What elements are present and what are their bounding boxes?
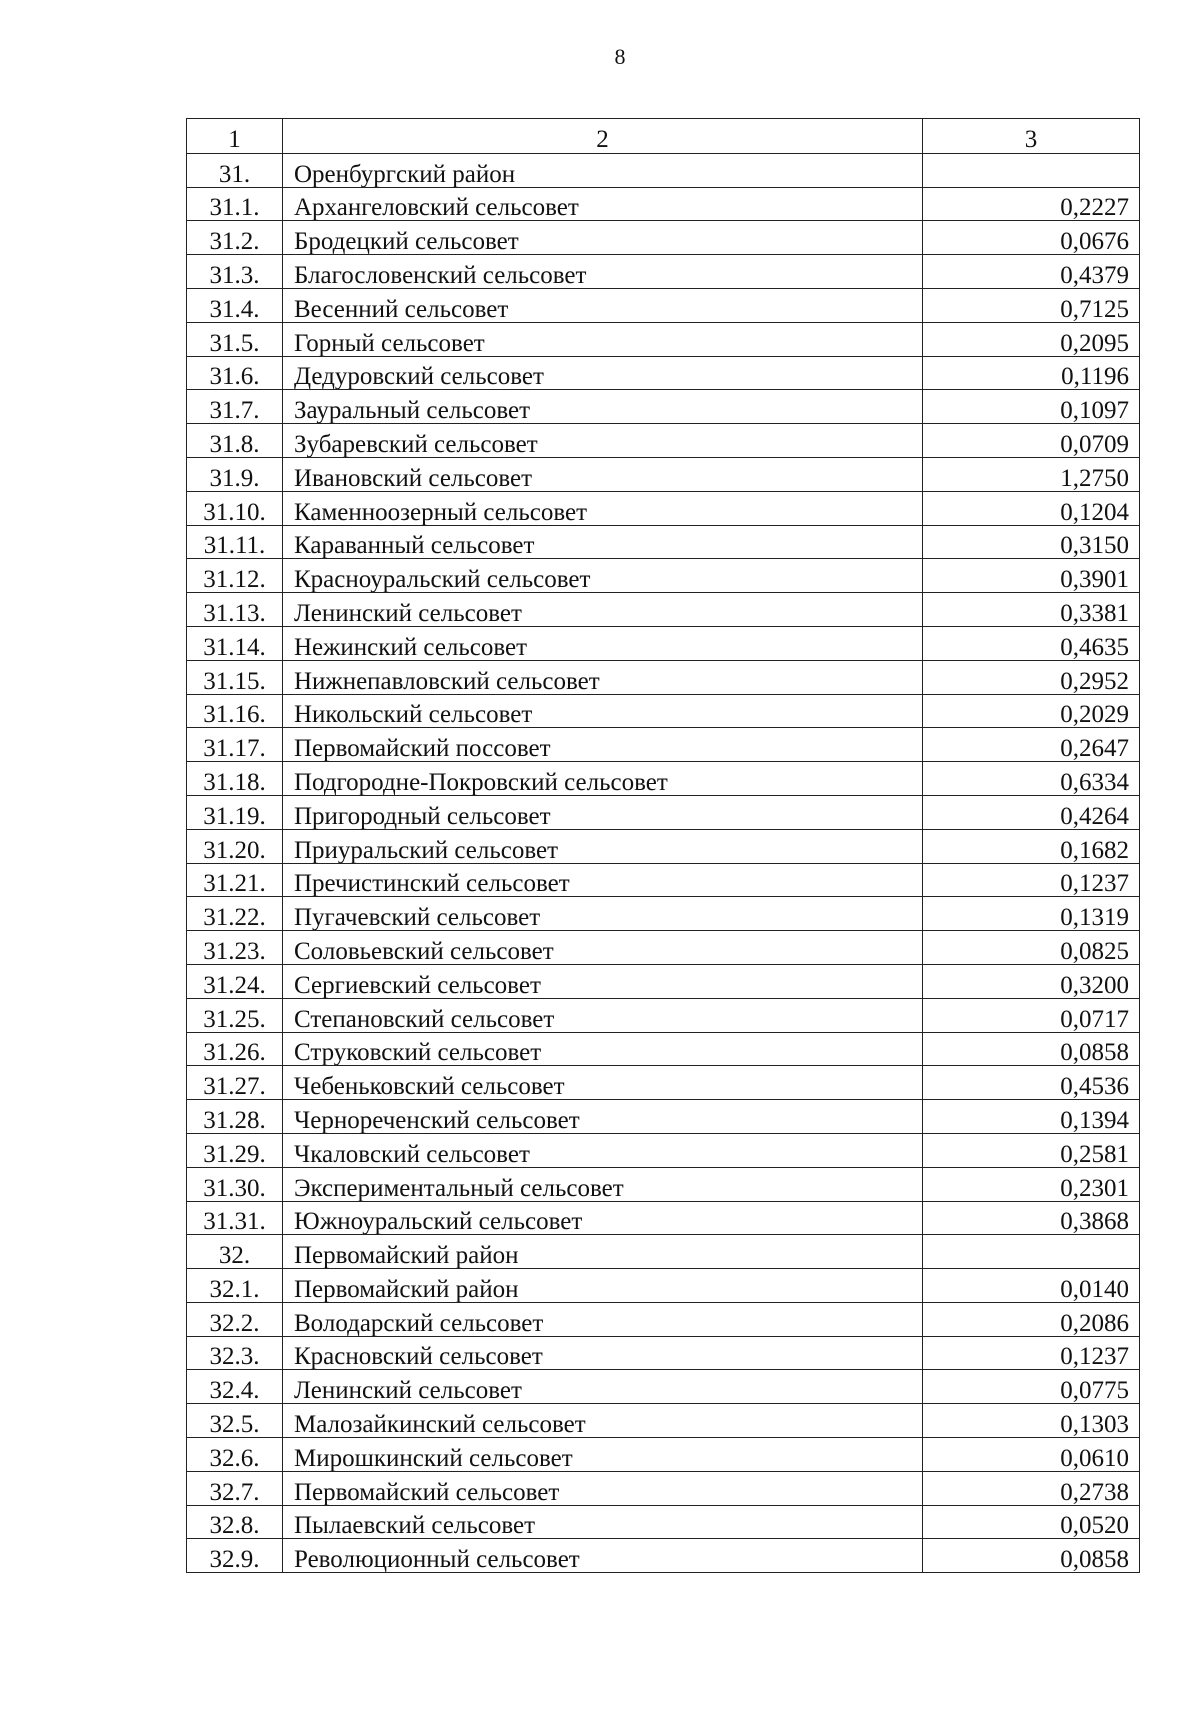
row-name-cell: Чкаловский сельсовет xyxy=(283,1133,923,1167)
row-name-cell: Красноуральский сельсовет xyxy=(283,559,923,593)
row-value-cell: 0,0825 xyxy=(923,931,1140,965)
row-number-cell: 31.30. xyxy=(187,1167,283,1201)
row-number-cell: 32.4. xyxy=(187,1370,283,1404)
row-name-cell: Соловьевский сельсовет xyxy=(283,931,923,965)
table-row xyxy=(187,626,1140,660)
row-number-cell: 31.9. xyxy=(187,457,283,491)
row-value-cell: 0,2086 xyxy=(923,1302,1140,1336)
table-row xyxy=(187,897,1140,931)
table-row xyxy=(187,795,1140,829)
row-number-cell: 31.7. xyxy=(187,390,283,424)
table-row xyxy=(187,390,1140,424)
row-number-cell: 31.14. xyxy=(187,626,283,660)
table-row xyxy=(187,153,1140,187)
row-value-cell: 0,3901 xyxy=(923,559,1140,593)
row-value-cell: 0,1204 xyxy=(923,491,1140,525)
table-row xyxy=(187,1438,1140,1472)
row-number-cell: 31.28. xyxy=(187,1100,283,1134)
row-number-cell: 32.6. xyxy=(187,1438,283,1472)
row-value-cell: 0,4379 xyxy=(923,255,1140,289)
table-row xyxy=(187,187,1140,221)
row-name-cell: Ленинский сельсовет xyxy=(283,1370,923,1404)
row-value-cell: 0,3150 xyxy=(923,525,1140,559)
row-number-cell: 31.31. xyxy=(187,1201,283,1235)
row-value-cell: 0,2301 xyxy=(923,1167,1140,1201)
row-name-cell: Оренбургский район xyxy=(283,153,923,187)
row-number-cell: 31.13. xyxy=(187,593,283,627)
row-value-cell xyxy=(923,1235,1140,1269)
row-name-cell: Экспериментальный сельсовет xyxy=(283,1167,923,1201)
table-row xyxy=(187,424,1140,458)
row-value-cell: 0,0709 xyxy=(923,424,1140,458)
row-number-cell: 32.7. xyxy=(187,1471,283,1505)
row-number-cell: 31.29. xyxy=(187,1133,283,1167)
row-value-cell: 0,2647 xyxy=(923,728,1140,762)
row-number-cell: 31.23. xyxy=(187,931,283,965)
row-name-cell: Красновский сельсовет xyxy=(283,1336,923,1370)
column-header-value: 3 xyxy=(923,119,1140,154)
table-row xyxy=(187,863,1140,897)
allocation-table xyxy=(186,118,1140,1573)
table-row xyxy=(187,288,1140,322)
row-number-cell: 31.27. xyxy=(187,1066,283,1100)
row-name-cell: Пречистинский сельсовет xyxy=(283,863,923,897)
row-name-cell: Зауральный сельсовет xyxy=(283,390,923,424)
table-row xyxy=(187,1302,1140,1336)
table-row xyxy=(187,221,1140,255)
row-value-cell: 0,2227 xyxy=(923,187,1140,221)
table-header-row xyxy=(187,119,1140,154)
row-number-cell: 31.20. xyxy=(187,829,283,863)
row-number-cell: 31.22. xyxy=(187,897,283,931)
row-name-cell: Весенний сельсовет xyxy=(283,288,923,322)
row-value-cell: 0,2738 xyxy=(923,1471,1140,1505)
row-number-cell: 31.17. xyxy=(187,728,283,762)
row-value-cell: 0,0140 xyxy=(923,1269,1140,1303)
row-name-cell: Горный сельсовет xyxy=(283,322,923,356)
row-number-cell: 31.15. xyxy=(187,660,283,694)
table-row xyxy=(187,1505,1140,1539)
row-name-cell: Революционный сельсовет xyxy=(283,1539,923,1573)
row-value-cell: 0,2952 xyxy=(923,660,1140,694)
table-row xyxy=(187,255,1140,289)
row-value-cell: 0,4635 xyxy=(923,626,1140,660)
row-name-cell: Чернореченский сельсовет xyxy=(283,1100,923,1134)
row-number-cell: 31.25. xyxy=(187,998,283,1032)
row-value-cell: 0,4536 xyxy=(923,1066,1140,1100)
table-row xyxy=(187,998,1140,1032)
row-value-cell: 0,3868 xyxy=(923,1201,1140,1235)
row-number-cell: 31.5. xyxy=(187,322,283,356)
row-number-cell: 31.12. xyxy=(187,559,283,593)
row-value-cell: 0,0717 xyxy=(923,998,1140,1032)
row-number-cell: 31.21. xyxy=(187,863,283,897)
row-name-cell: Южноуральский сельсовет xyxy=(283,1201,923,1235)
table-body xyxy=(187,153,1140,1572)
row-number-cell: 31.16. xyxy=(187,694,283,728)
table-row xyxy=(187,1032,1140,1066)
row-name-cell: Архангеловский сельсовет xyxy=(283,187,923,221)
table-row xyxy=(187,457,1140,491)
row-name-cell: Дедуровский сельсовет xyxy=(283,356,923,390)
table-row xyxy=(187,829,1140,863)
row-value-cell: 0,1303 xyxy=(923,1404,1140,1438)
row-name-cell: Первомайский поссовет xyxy=(283,728,923,762)
table-row xyxy=(187,1201,1140,1235)
row-value-cell: 0,0520 xyxy=(923,1505,1140,1539)
row-value-cell: 0,1394 xyxy=(923,1100,1140,1134)
table-row xyxy=(187,1404,1140,1438)
row-name-cell: Приуральский сельсовет xyxy=(283,829,923,863)
row-name-cell: Пригородный сельсовет xyxy=(283,795,923,829)
row-number-cell: 31.24. xyxy=(187,964,283,998)
row-number-cell: 31.4. xyxy=(187,288,283,322)
row-number-cell: 32.2. xyxy=(187,1302,283,1336)
row-number-cell: 32.3. xyxy=(187,1336,283,1370)
table-row xyxy=(187,694,1140,728)
row-number-cell: 32.8. xyxy=(187,1505,283,1539)
row-number-cell: 31.19. xyxy=(187,795,283,829)
table-row xyxy=(187,1370,1140,1404)
row-name-cell: Каменноозерный сельсовет xyxy=(283,491,923,525)
row-value-cell: 0,1237 xyxy=(923,1336,1140,1370)
row-name-cell: Сергиевский сельсовет xyxy=(283,964,923,998)
row-value-cell: 1,2750 xyxy=(923,457,1140,491)
row-name-cell: Мирошкинский сельсовет xyxy=(283,1438,923,1472)
row-name-cell: Первомайский район xyxy=(283,1235,923,1269)
row-number-cell: 32. xyxy=(187,1235,283,1269)
row-name-cell: Нижнепавловский сельсовет xyxy=(283,660,923,694)
table-row xyxy=(187,491,1140,525)
row-value-cell xyxy=(923,153,1140,187)
row-value-cell: 0,1319 xyxy=(923,897,1140,931)
row-name-cell: Струковский сельсовет xyxy=(283,1032,923,1066)
row-value-cell: 0,2581 xyxy=(923,1133,1140,1167)
row-value-cell: 0,1097 xyxy=(923,390,1140,424)
row-number-cell: 32.1. xyxy=(187,1269,283,1303)
row-number-cell: 32.5. xyxy=(187,1404,283,1438)
table-row xyxy=(187,593,1140,627)
row-name-cell: Володарский сельсовет xyxy=(283,1302,923,1336)
row-value-cell: 0,2095 xyxy=(923,322,1140,356)
row-value-cell: 0,4264 xyxy=(923,795,1140,829)
table-row xyxy=(187,1100,1140,1134)
row-value-cell: 0,0676 xyxy=(923,221,1140,255)
row-name-cell: Подгородне-Покровский сельсовет xyxy=(283,762,923,796)
row-number-cell: 32.9. xyxy=(187,1539,283,1573)
row-value-cell: 0,0858 xyxy=(923,1539,1140,1573)
row-number-cell: 31.2. xyxy=(187,221,283,255)
table-row xyxy=(187,931,1140,965)
table-row xyxy=(187,660,1140,694)
row-name-cell: Бродецкий сельсовет xyxy=(283,221,923,255)
table-row xyxy=(187,964,1140,998)
row-name-cell: Зубаревский сельсовет xyxy=(283,424,923,458)
row-name-cell: Никольский сельсовет xyxy=(283,694,923,728)
row-number-cell: 31.3. xyxy=(187,255,283,289)
table-row xyxy=(187,1539,1140,1573)
row-value-cell: 0,0775 xyxy=(923,1370,1140,1404)
table-row xyxy=(187,525,1140,559)
row-number-cell: 31.10. xyxy=(187,491,283,525)
row-value-cell: 0,0610 xyxy=(923,1438,1140,1472)
table-row xyxy=(187,322,1140,356)
row-name-cell: Малозайкинский сельсовет xyxy=(283,1404,923,1438)
row-name-cell: Первомайский сельсовет xyxy=(283,1471,923,1505)
row-number-cell: 31.6. xyxy=(187,356,283,390)
row-number-cell: 31.1. xyxy=(187,187,283,221)
row-name-cell: Чебеньковский сельсовет xyxy=(283,1066,923,1100)
row-name-cell: Ленинский сельсовет xyxy=(283,593,923,627)
row-value-cell: 0,3200 xyxy=(923,964,1140,998)
table-row xyxy=(187,1471,1140,1505)
row-name-cell: Ивановский сельсовет xyxy=(283,457,923,491)
row-value-cell: 0,7125 xyxy=(923,288,1140,322)
row-number-cell: 31.26. xyxy=(187,1032,283,1066)
row-value-cell: 0,6334 xyxy=(923,762,1140,796)
row-number-cell: 31.8. xyxy=(187,424,283,458)
table-row xyxy=(187,1269,1140,1303)
row-name-cell: Пугачевский сельсовет xyxy=(283,897,923,931)
table-row xyxy=(187,559,1140,593)
row-name-cell: Первомайский район xyxy=(283,1269,923,1303)
row-number-cell: 31.11. xyxy=(187,525,283,559)
row-name-cell: Благословенский сельсовет xyxy=(283,255,923,289)
row-number-cell: 31.18. xyxy=(187,762,283,796)
table-row xyxy=(187,1133,1140,1167)
table-row xyxy=(187,1066,1140,1100)
table-row xyxy=(187,1235,1140,1269)
table-row xyxy=(187,728,1140,762)
table-row xyxy=(187,356,1140,390)
row-name-cell: Пылаевский сельсовет xyxy=(283,1505,923,1539)
table-row xyxy=(187,762,1140,796)
row-name-cell: Караванный сельсовет xyxy=(283,525,923,559)
row-value-cell: 0,2029 xyxy=(923,694,1140,728)
row-value-cell: 0,1196 xyxy=(923,356,1140,390)
row-value-cell: 0,0858 xyxy=(923,1032,1140,1066)
row-value-cell: 0,1682 xyxy=(923,829,1140,863)
column-header-number: 1 xyxy=(187,119,283,154)
table-row xyxy=(187,1167,1140,1201)
row-value-cell: 0,3381 xyxy=(923,593,1140,627)
column-header-name: 2 xyxy=(283,119,923,154)
page-number: 8 xyxy=(614,44,626,69)
row-name-cell: Нежинский сельсовет xyxy=(283,626,923,660)
table-row xyxy=(187,1336,1140,1370)
row-number-cell: 31. xyxy=(187,153,283,187)
row-value-cell: 0,1237 xyxy=(923,863,1140,897)
row-name-cell: Степановский сельсовет xyxy=(283,998,923,1032)
